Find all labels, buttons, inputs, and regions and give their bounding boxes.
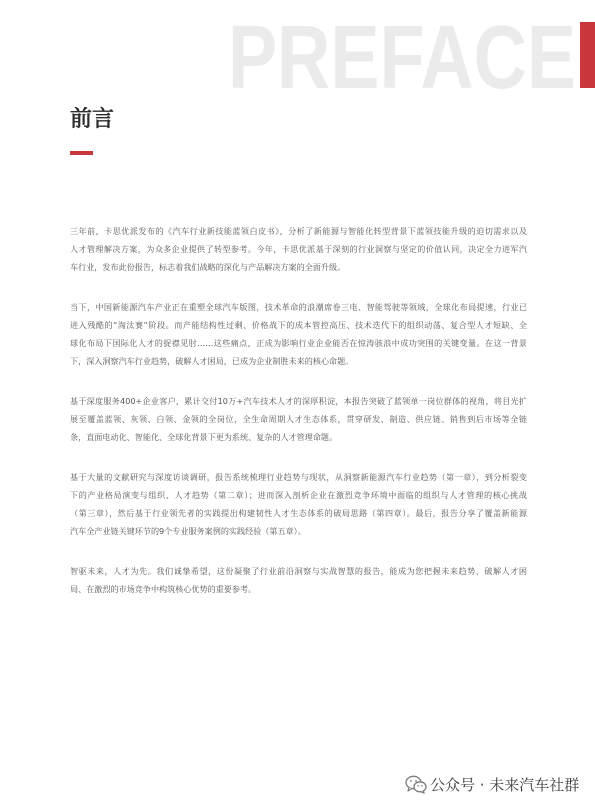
paragraph-line: 汽车全产业链关键环节的9个专业服务案例的实践经验（第五章）。	[70, 526, 306, 536]
paragraph-line: 基于深度服务400+企业客户，累计交付10万+汽车技术人才的深厚积淀，本报告突破了蓝领单一岗位群体的视角，将目光扩	[70, 396, 527, 406]
paragraph-line: 下，深入洞察汽车行业趋势，破解人才困局，已成为企业制胜未来的核心命题。	[70, 356, 354, 366]
paragraph	[70, 468, 527, 540]
paragraph	[70, 562, 527, 598]
body-text	[70, 222, 527, 620]
paragraph	[70, 392, 527, 446]
title-underline	[70, 151, 93, 155]
accent-bar	[580, 22, 595, 88]
page-title: 前言	[70, 107, 115, 132]
paragraph-line: 进入残酷的“淘汰赛”阶段。而产能结构性过剩、价格战下的成本管控高压、技术迭代下的组织动荡、复合型人才短缺、全	[70, 320, 527, 330]
paragraph-line: 局、在激烈的市场竞争中构筑核心优势的重要参考。	[70, 584, 257, 594]
paragraph-line: 条，直面电动化、智能化、全球化背景下更为系统、复杂的人才管理命题。	[70, 432, 338, 442]
paragraph-line: 基于大量的文献研究与深度访谈调研，报告系统梳理行业趋势与现状，从洞察新能源汽车行业趋势（第一章），到分析裂变	[70, 472, 527, 482]
wechat-icon	[405, 775, 427, 794]
paragraph	[70, 222, 527, 276]
preface-watermark	[226, 14, 578, 94]
paragraph-line: 当下，中国新能源汽车产业正在重塑全球汽车版图，技术革命的浪潮席卷三电、智能驾驶等领域，全球化布局提速，行业已	[70, 302, 527, 312]
paragraph-line: 智驱未来，人才为先。我们诚挚希望，这份凝聚了行业前沿洞察与实战智慧的报告，能成为您把握未来趋势、破解人才困	[70, 566, 527, 576]
paragraph-line: （第三章），然后基于行业领先者的实践提出构建韧性人才生态体系的破局思路（第四章）。最后，报告分享了覆盖新能源	[70, 508, 527, 518]
paragraph-line: 展至覆盖蓝领、灰领、白领、金领的全岗位，全生命周期人才生态体系，贯穿研发、制造、供应链、销售到后市场等全链	[70, 414, 527, 424]
account-label: 公众号 · 未来汽车社群	[430, 775, 580, 794]
paragraph-line: 人才管理解决方案，为众多企业提供了转型参考。今年，卡思优派基于深刻的行业洞察与坚定的价值认同，决定全力进军汽	[70, 244, 527, 254]
paragraph-line: 球化布局下国际化人才的捉襟见肘……这些痛点，正成为影响行业企业能否在惊涛骇浪中成功突围的关键变量。在这一背景	[70, 338, 527, 348]
paragraph-line: 下的产业格局演变与组织、人才趋势（第二章）；进而深入剖析企业在激烈竞争环境中面临的组织与人才管理的核心挑战	[70, 490, 527, 500]
paragraph	[70, 298, 527, 370]
wechat-account-watermark	[405, 773, 579, 795]
paragraph-line: 车行业，发布此份报告，标志着我们战略的深化与产品解决方案的全面升级。	[70, 262, 346, 272]
preface-watermark-text: PREFACE	[228, 14, 576, 94]
paragraph-line: 三年前，卡思优派发布的《汽车行业新技能蓝领白皮书》，分析了新能源与智能化转型背景下蓝领技能升级的迫切需求以及	[70, 226, 527, 236]
